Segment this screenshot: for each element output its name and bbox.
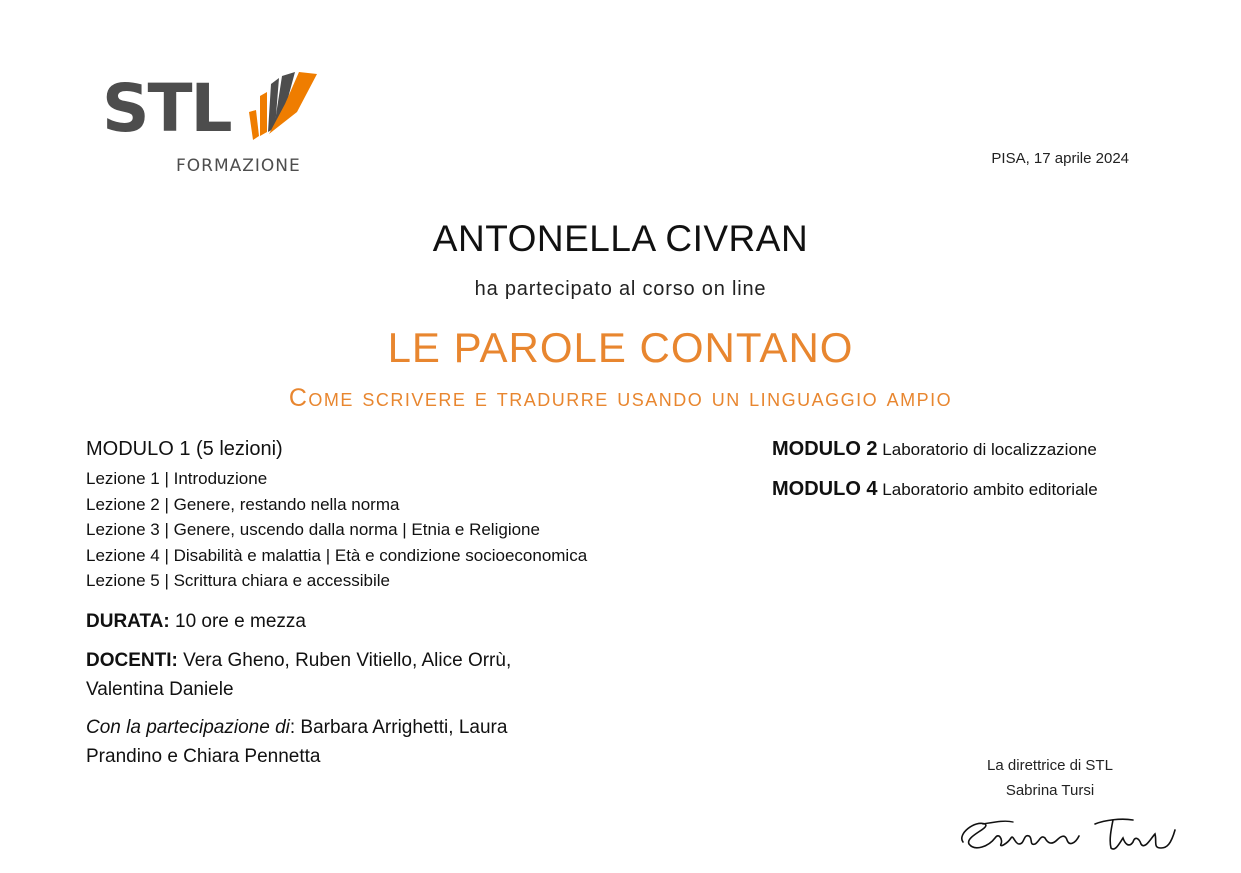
module-2-text: Laboratorio di localizzazione [882, 440, 1097, 459]
duration-label: DURATA: [86, 611, 170, 632]
director-signature [955, 808, 1185, 858]
module-4-label: MODULO 4 [772, 478, 878, 500]
recipient-name: ANTONELLA CIVRAN [432, 218, 809, 259]
guest-participation-label: Con la partecipazione di [86, 717, 290, 738]
logo-wordmark: STL [102, 70, 231, 147]
guest-participation-value: : Barbara Arrighetti, Laura Prandino e Chiara Pennetta [86, 717, 508, 767]
participation-text: ha partecipato al corso on line [474, 278, 767, 300]
module-2 [772, 438, 1097, 461]
teachers-label: DOCENTI: [86, 650, 178, 671]
guest-participation [86, 713, 556, 771]
duration-value: 10 ore e mezza [175, 611, 306, 632]
teachers [86, 646, 556, 704]
lesson-item: Lezione 3 | Genere, uscendo dalla norma | Etnia e Religione [86, 520, 540, 539]
lesson-item: Lezione 1 | Introduzione [86, 469, 268, 488]
module-1-lesson-list [86, 466, 587, 594]
lesson-item: Lezione 4 | Disabilità e malattia | Età e condizione socioeconomica [86, 545, 588, 565]
course-title: LE PAROLE CONTANO [387, 324, 854, 371]
module-4-text: Laboratorio ambito editoriale [882, 480, 1098, 499]
lesson-item: Lezione 5 | Scrittura chiara e accessibile [86, 571, 390, 590]
module-4 [772, 478, 1098, 501]
logo-fan-icon [245, 70, 320, 155]
duration [86, 607, 556, 636]
module-2-label: MODULO 2 [772, 438, 878, 460]
director-name: Sabrina Tursi [1005, 782, 1095, 799]
director-title: La direttrice di STL [987, 757, 1113, 774]
lesson-item: Lezione 2 | Genere, restando nella norma [86, 494, 400, 514]
logo-subtitle: FORMAZIONE [176, 156, 301, 176]
certificate-date: PISA, 17 aprile 2024 [991, 150, 1129, 167]
stl-formazione-logo [100, 70, 325, 180]
teachers-value: Vera Gheno, Ruben Vitiello, Alice Orrù, Valentina Daniele [86, 650, 512, 700]
course-subtitle: Come scrivere e tradurre usando un linguaggio ampio [288, 384, 953, 412]
module-1-heading: MODULO 1 (5 lezioni) [86, 438, 283, 460]
